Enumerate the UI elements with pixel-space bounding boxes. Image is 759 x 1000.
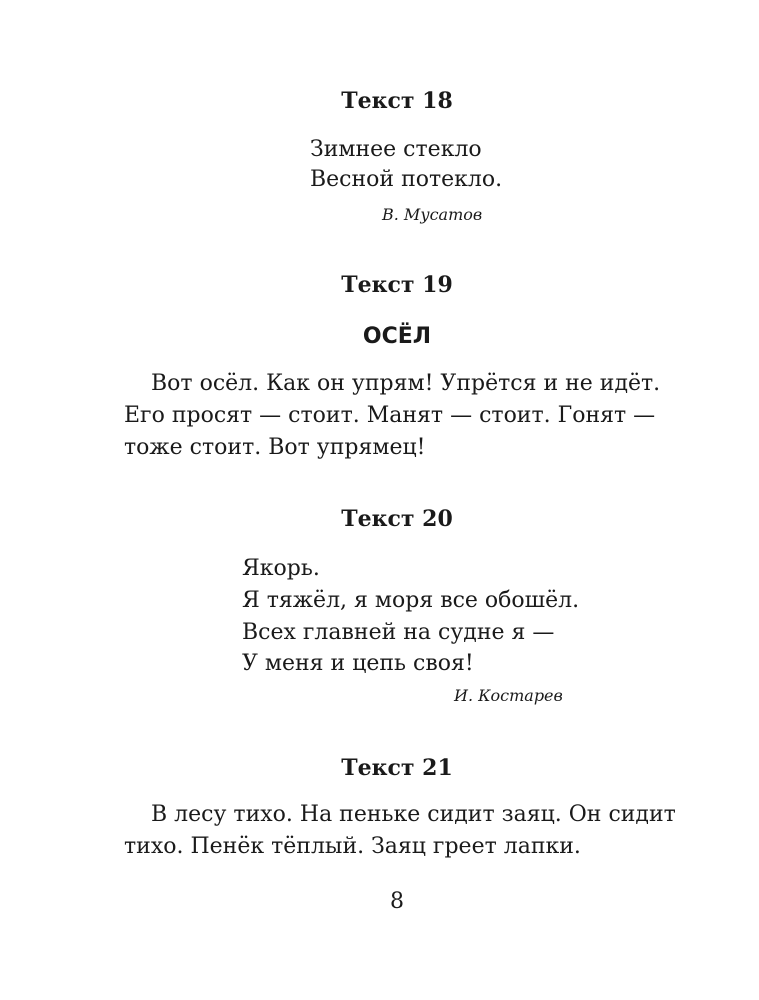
story-title: ОСЁЛ (362, 324, 432, 349)
author-signature: И. Костарев (454, 686, 563, 705)
prose-line: тихо. Пенёк тёплый. Заяц греет лапки. (124, 834, 581, 859)
section-heading: Текст 18 (341, 88, 453, 114)
section-heading: Текст 19 (341, 272, 453, 298)
prose-line: тоже стоит. Вот упрямец! (124, 435, 426, 460)
poem-line: Всех главней на судне я — (242, 620, 555, 645)
poem-line: У меня и цепь своя! (242, 651, 474, 676)
prose-line: В лесу тихо. На пеньке сидит заяц. Он сидит (151, 802, 676, 827)
prose-line: Его просят — стоит. Манят — стоит. Гонят — (124, 403, 656, 428)
author-signature: В. Мусатов (382, 205, 483, 224)
page-number: 8 (390, 889, 404, 914)
section-heading: Текст 20 (341, 506, 453, 532)
poem-line: Весной потекло. (310, 167, 503, 192)
poem-line: Зимнее стекло (310, 137, 482, 162)
poem-line: Якорь. (242, 556, 320, 581)
poem-line: Я тяжёл, я моря все обошёл. (242, 588, 580, 613)
section-heading: Текст 21 (341, 755, 453, 781)
prose-line: Вот осёл. Как он упрям! Упрётся и не идёт. (151, 371, 661, 396)
